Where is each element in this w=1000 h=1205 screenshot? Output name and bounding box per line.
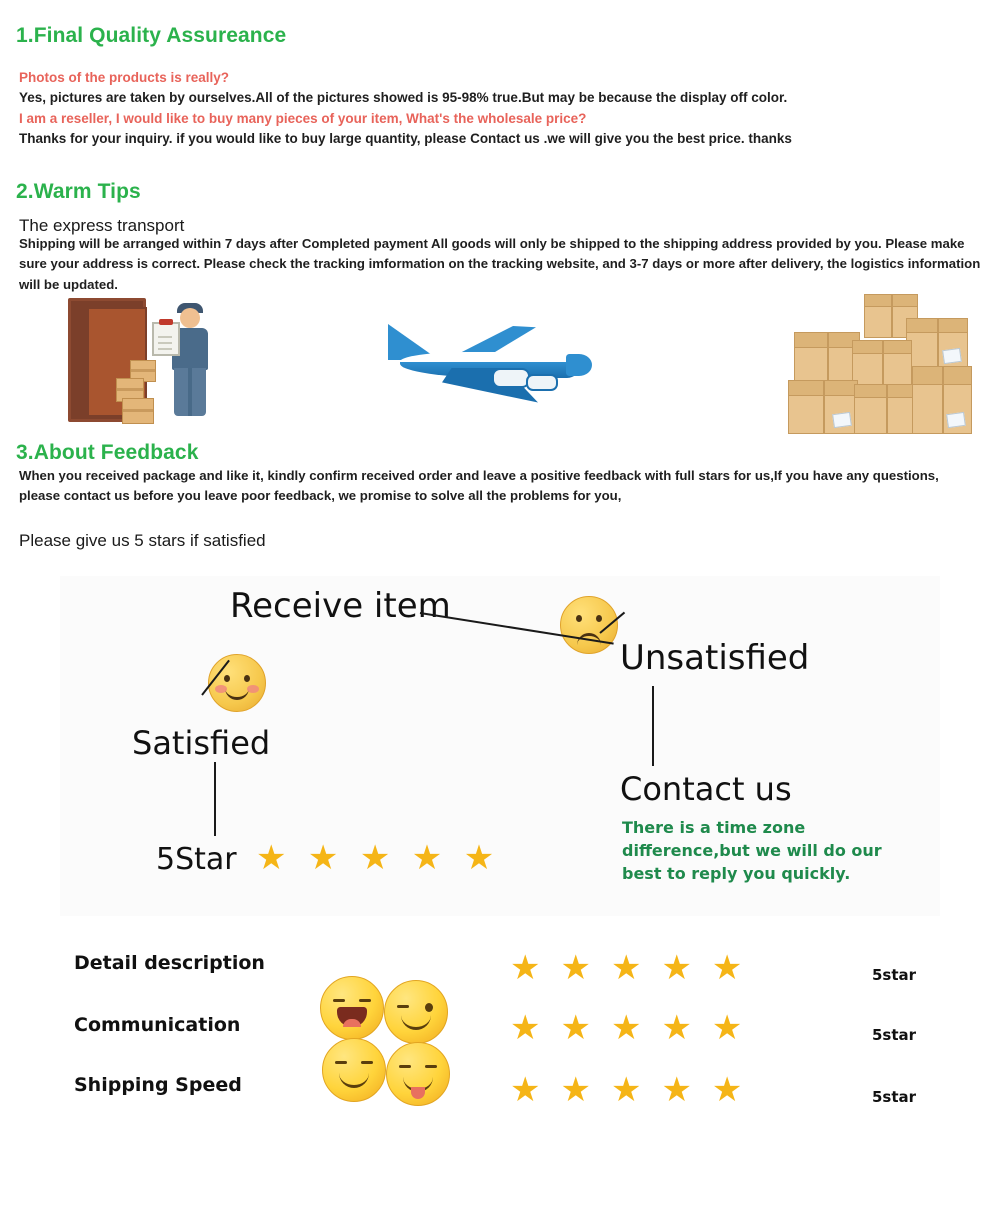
cartons-illustration — [780, 292, 980, 432]
feedback-call-to-action: Please give us 5 stars if satisfied — [19, 531, 266, 550]
clipboard-icon — [152, 322, 180, 356]
flow-node-receive-item: Receive item — [230, 586, 451, 626]
qa-answer: Thanks for your inquiry. if you would like to buy large quantity, please Contact us .we will give you the best price. thanks — [19, 130, 792, 146]
door-delivery-illustration — [60, 298, 240, 428]
qa-question: Photos of the products is really? — [19, 70, 230, 85]
rating-row-note: 5star — [872, 1026, 917, 1044]
rating-row-note: 5star — [872, 1088, 917, 1106]
flow-node-satisfied: Satisfied — [132, 724, 271, 762]
rating-row-stars: ★★★★★ — [510, 1071, 763, 1109]
contact-note-text: There is a time zone difference,but we will do our best to reply you quickly. — [622, 818, 882, 884]
flow-star-rating: ★ ★ ★ ★ ★ — [256, 839, 501, 877]
rating-row-stars: ★★★★★ — [510, 949, 763, 987]
rating-summary — [60, 949, 960, 1167]
flow-node-five-star: 5Star — [156, 842, 237, 877]
flow-node-contact-us: Contact us — [620, 770, 792, 808]
section-title-warm-tips: 2.Warm Tips — [16, 180, 141, 203]
smiley-happy-icon — [208, 654, 266, 712]
delivery-man-icon — [180, 308, 200, 328]
smiley-blush-icon — [322, 1038, 386, 1102]
flow-node-unsatisfied: Unsatisfied — [620, 638, 810, 678]
shipping-illustrations — [0, 290, 1000, 440]
rating-row-label: Communication — [74, 1014, 241, 1036]
section-title-feedback: 3.About Feedback — [16, 441, 199, 464]
flow-connector — [214, 762, 216, 836]
smiley-tongue-icon — [386, 1042, 450, 1106]
qa-answer: Yes, pictures are taken by ourselves.All of the pictures showed is 95-98% true.But may be because the display off color. — [19, 90, 788, 106]
rating-row-label: Shipping Speed — [74, 1074, 242, 1096]
warm-tips-paragraph: Shipping will be arranged within 7 days after Completed payment All goods will only be shipped to the shipping address provided by you. Please make sure your address is correct. Please check the tracking imformation on the tracking website, and 3-7 days or more after delivery, the logistics information will be updated. — [19, 236, 981, 292]
smiley-laughing-icon — [320, 976, 384, 1040]
rating-row-label: Detail description — [74, 952, 265, 974]
feedback-paragraph: When you received package and like it, kindly confirm received order and leave a positive feedback with full stars for us,If you have any questions, please contact us before you leave poor feedback, we promise to solve all the problems for you, — [19, 468, 939, 504]
smiley-cluster — [318, 976, 468, 1106]
rating-row-stars: ★★★★★ — [510, 1009, 763, 1047]
feedback-flow-diagram — [60, 576, 940, 916]
package-icon — [122, 398, 154, 424]
rating-row-note: 5star — [872, 966, 917, 984]
warm-tips-subtitle: The express transport — [19, 216, 185, 235]
airplane-illustration — [380, 310, 600, 420]
quality-qa-list — [19, 68, 979, 149]
section-title-quality: 1.Final Quality Assureance — [16, 24, 287, 47]
smiley-wink-icon — [384, 980, 448, 1044]
qa-question: I am a reseller, I would like to buy many pieces of your item, What's the wholesale price? — [19, 110, 587, 126]
flow-connector — [652, 686, 654, 766]
